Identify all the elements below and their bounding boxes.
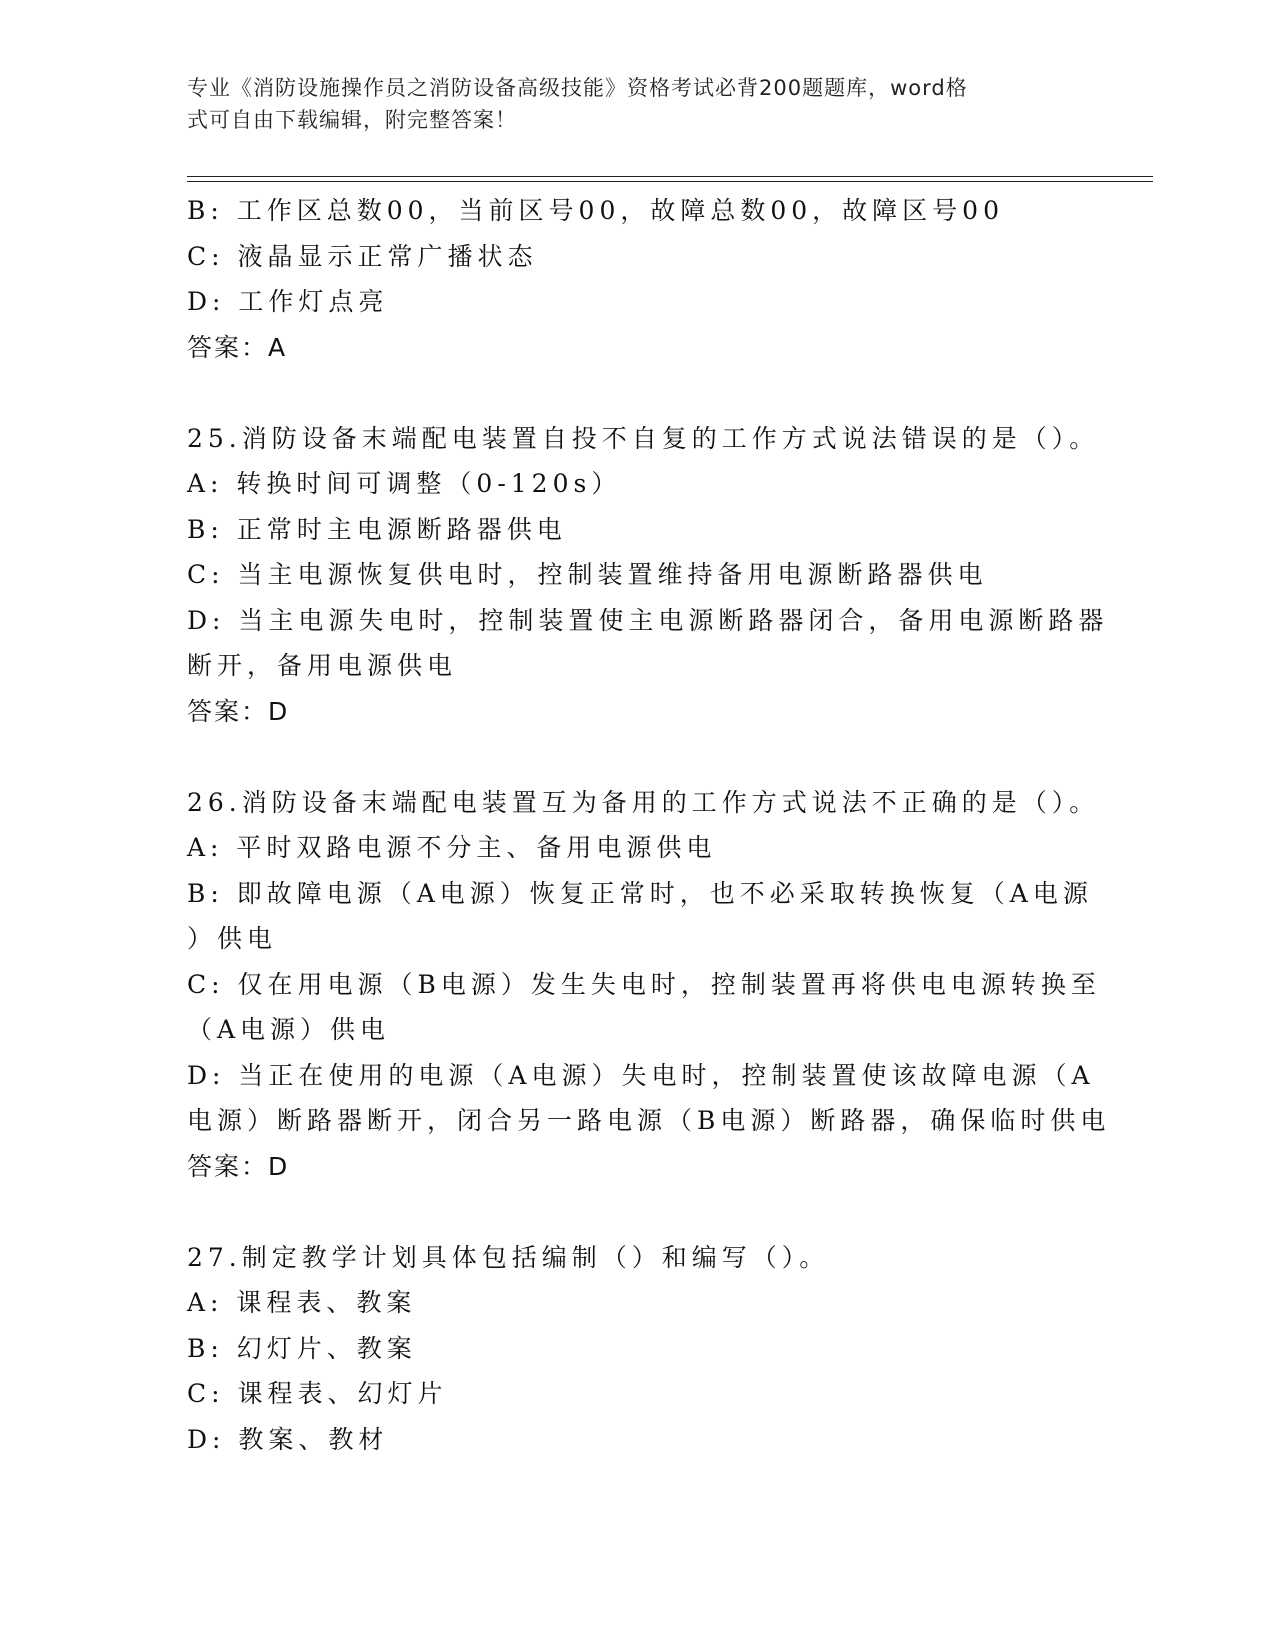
option-a: A: 平时双路电源不分主、备用电源供电 [187,833,717,862]
option-c: C: 仅在用电源（B电源）发生失电时，控制装置再将供电电源转换至 [187,969,1101,999]
header-line-2: 式可自由下载编辑，附完整答案！ [187,108,517,132]
option-a: A: 课程表、教案 [187,1288,417,1317]
header-divider-top [187,176,1153,177]
question-list [187,188,1111,1462]
option-d: D: 教案、教材 [187,1424,389,1454]
question-24 [187,188,1087,370]
option-c: C: 液晶显示正常广播状态 [187,241,538,271]
option-b: B: 即故障电源（A电源）恢复正常时，也不必采取转换恢复（A电源 [187,878,1093,908]
question-27 [187,1235,1087,1463]
option-c: C: 当主电源恢复供电时，控制装置维持备用电源断路器供电 [187,560,988,589]
question-stem: 27.制定教学计划具体包括编制（）和编写（）。 [187,1242,830,1272]
option-a: A: 转换时间可调整（0-120s） [187,469,622,498]
answer: 答案：A [187,332,288,362]
header-line-1: 专业《消防设施操作员之消防设备高级技能》资格考试必背200题题库，word格 [187,76,968,100]
spacer [187,1189,1087,1235]
option-d: D: 当主电源失电时，控制装置使主电源断路器闭合，备用电源断路器 [187,605,1109,635]
option-b: B: 正常时主电源断路器供电 [187,514,567,544]
option-b-continued: ）供电 [187,924,278,953]
question-25 [187,416,1109,735]
option-c: C: 课程表、幻灯片 [187,1379,448,1408]
document-header [187,72,1067,136]
option-c-continued: （A电源）供电 [187,1015,391,1044]
answer: 答案：D [187,696,290,726]
option-d: D: 工作灯点亮 [187,287,389,316]
option-d: D: 当正在使用的电源（A电源）失电时，控制装置使该故障电源（A [187,1060,1095,1090]
option-b: B: 工作区总数00，当前区号00，故障总数00，故障区号00 [187,196,1004,225]
option-d-continued: 电源）断路器断开，闭合另一路电源（B电源）断路器，确保临时供电 [187,1106,1111,1135]
spacer [187,370,1087,416]
option-d-continued: 断开，备用电源供电 [187,651,458,680]
spacer [187,734,1087,780]
option-b: B: 幻灯片、教案 [187,1333,417,1363]
question-stem: 26.消防设备末端配电装置互为备用的工作方式说法不正确的是（）。 [187,787,1100,817]
header-divider-bottom [187,181,1153,182]
question-stem: 25.消防设备末端配电装置自投不自复的工作方式说法错误的是（）。 [187,423,1100,453]
answer: 答案：D [187,1151,290,1181]
question-26 [187,780,1111,1190]
